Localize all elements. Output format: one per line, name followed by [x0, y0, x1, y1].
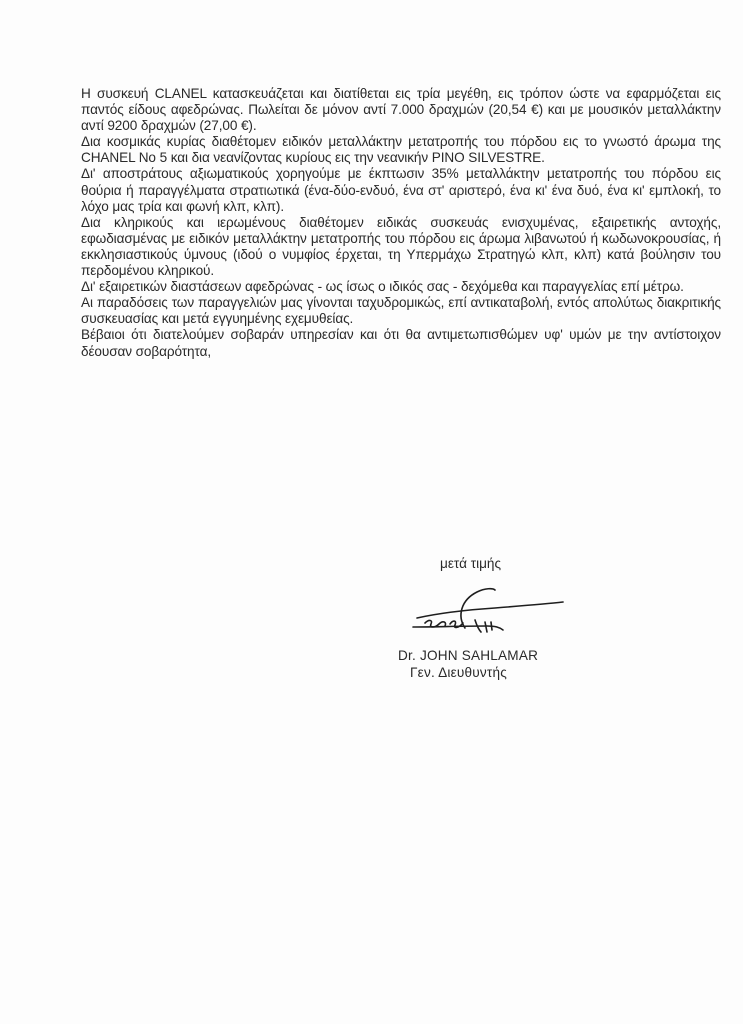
- paragraph-device-sizes: Η συσκευή CLANEL κατασκευάζεται και διατίθεται εις τρία μεγέθη, εις τρόπον ώστε να εφαρμόζεται εις παντός είδους αφεδρώνας. Πωλείται δε μόνον αντί 7.000 δραχμών (20,54 €) και με μουσικόν μεταλλάκτην αντί 9200 δραχμών (27,00 €).: [81, 86, 721, 134]
- handwritten-signature: [395, 580, 595, 640]
- closing-salutation: μετά τιμής: [440, 556, 502, 571]
- signer-name: Dr. JOHN SAHLAMAR: [398, 648, 539, 663]
- paragraph-custom-orders: Δι' εξαιρετικών διαστάσεων αφεδρώνας - ως ίσως ο ιδικός σας - δεχόμεθα και παραγγελίας επί μέτρω.: [81, 279, 684, 295]
- paragraph-ladies: Δια κοσμικάς κυρίας διαθέτομεν ειδικόν μεταλλάκτην μετατροπής του πόρδου εις το γνωστό άρωμα της CHANEL No 5 και δια νεανίζοντας κυρίους εις την νεανικήν PINO SILVESTRE.: [81, 134, 721, 166]
- paragraph-delivery: Αι παραδόσεις των παραγγελιών μας γίνονται ταχυδρομικώς, επί αντικαταβολή, εντός απολύτως διακριτικής συσκευασίας και μετά εγγυημένης εχεμυθείας.: [81, 295, 721, 327]
- signer-title: Γεν. Διευθυντής: [410, 665, 508, 680]
- paragraph-clergy: Δια κληρικούς και ιερωμένους διαθέτομεν ειδικάς συσκευάς ενισχυμένας, εξαιρετικής αντοχής, εφωδιασμένας με ειδικόν μεταλλάκτην μετατροπής του πόρδου εις άρωμα λιβανωτού ή κωδωνοκρουσίας, ή εκκλησιαστικούς ύμνους (ιδού ο νυμφίος έρχεται, τη Υπερμάχω Στρατηγώ κλπ, κλπ) κατά βούλησιν του περδομένου κληρικού.: [81, 214, 721, 279]
- letter-body: [81, 86, 721, 360]
- paragraph-closing-statement: Βέβαιοι ότι διατελούμεν σοβαράν υπηρεσίαν και ότι θα αντιμετωπισθώμεν υφ' υμών με την αντίστοιχον δέουσαν σοβαρότητα,: [81, 327, 721, 359]
- paragraph-officers: Δι' αποστράτους αξιωματικούς χορηγούμε με έκπτωσιν 35% μεταλλάκτην μετατροπής του πόρδου εις θούρια ή παραγγέλματα στρατιωτικά (ένα-δύο-ενδυό, ένα στ' αριστερό, ένα κι' ένα δυό, ένα κι' εμπλοκή, το λόχο μας τρία και φωνή κλπ, κλπ).: [81, 166, 721, 214]
